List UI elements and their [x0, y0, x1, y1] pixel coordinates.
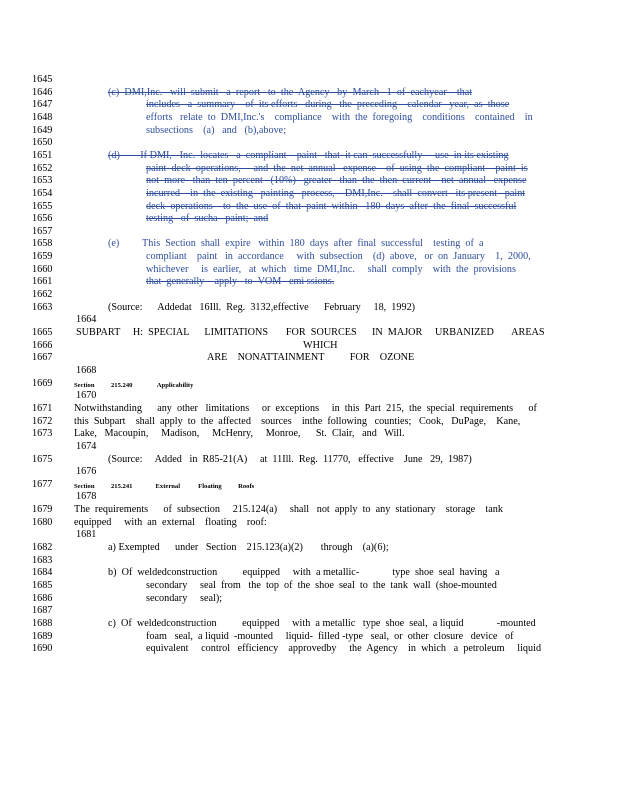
- document-line: [32, 416, 552, 428]
- document-line: [32, 555, 552, 567]
- line-text: (e) This Section shall expire within 180 days after final successful testing of a: [108, 238, 484, 250]
- line-number: 1656: [32, 213, 53, 225]
- document-line: [32, 479, 552, 491]
- line-number: 1662: [32, 289, 53, 301]
- section-heading: Section 215.241 External Floating Roofs: [74, 482, 255, 490]
- document-line: [32, 74, 552, 86]
- line-number: 1645: [32, 74, 53, 85]
- line-number: 1658: [32, 238, 53, 250]
- line-text: ARE NONATTAINMENT FOR OZONE: [207, 352, 415, 364]
- document-line: [32, 226, 552, 238]
- line-number: 1690: [32, 643, 53, 655]
- line-number: 1657: [32, 225, 53, 237]
- document-line: [32, 466, 552, 478]
- document-line: [32, 289, 552, 301]
- line-number: 1673: [32, 428, 53, 440]
- document-line: [32, 454, 552, 466]
- line-text: 1670: [76, 390, 97, 402]
- line-number: 1647: [32, 99, 53, 111]
- document-line: [32, 542, 552, 554]
- line-text: (c) DMI,Inc. will submit a report to the Agency by March 1 of eachyear that: [108, 86, 473, 98]
- line-number: 1667: [32, 352, 53, 364]
- document-line: [32, 631, 552, 643]
- line-text: incurred in the existing painting process, DMI,Inc. shall convert its present paint: [146, 187, 526, 199]
- line-text: compliant paint in accordance with subsection (d) above, or on January 1, 2000,: [146, 251, 531, 263]
- line-text: The requirements of subsection 215.124(a) shall not apply to any stationary storage tank: [74, 504, 503, 516]
- document-line: [32, 112, 552, 124]
- document-line: [32, 378, 552, 390]
- document-line: [32, 605, 552, 617]
- line-number: 1671: [32, 402, 53, 414]
- line-number: 1679: [32, 504, 53, 516]
- line-number: 1660: [32, 263, 53, 275]
- document-line: [32, 175, 552, 187]
- document-line: [32, 403, 552, 415]
- document-line: [32, 314, 552, 326]
- line-text: a) Exempted under Section 215.123(a)(2) through (a)(6);: [108, 542, 389, 554]
- line-number: 1661: [32, 276, 53, 288]
- document-line: [32, 517, 552, 529]
- document-line: [32, 125, 552, 137]
- line-number: 1687: [32, 605, 53, 617]
- document-line: [32, 593, 552, 605]
- line-text: deck operations to the use of that paint within 180 days after the final successful: [146, 200, 517, 212]
- line-number: 1685: [32, 580, 53, 591]
- line-text: 1668: [76, 364, 97, 376]
- line-number: 1689: [32, 630, 53, 642]
- line-number: 1654: [32, 187, 53, 199]
- line-text: whichever is earlier, at which time DMI,Inc. shall comply with the provisions: [146, 263, 516, 275]
- line-number: 1672: [32, 415, 53, 427]
- document-line: [32, 99, 552, 111]
- document-line: [32, 504, 552, 516]
- document-line: [32, 137, 552, 149]
- document-line: [32, 238, 552, 250]
- line-number: 1683: [32, 554, 53, 566]
- line-text: 1678: [76, 491, 97, 503]
- document-line: [32, 365, 552, 377]
- line-text: 1676: [76, 466, 97, 478]
- document-line: [32, 491, 552, 503]
- line-text: foam seal, a liquid -mounted liquid- filled -type seal, or other closure device of: [146, 630, 514, 642]
- document-line: [32, 567, 552, 579]
- line-text: this Subpart shall apply to the affected sources inthe following counties; Cook, DuPage, Kane,: [74, 415, 521, 427]
- document-line: [32, 618, 552, 630]
- line-number: 1655: [32, 200, 53, 212]
- document-line: [32, 264, 552, 276]
- line-number: 1675: [32, 453, 53, 465]
- line-number: 1651: [32, 149, 53, 161]
- document-line: [32, 428, 552, 440]
- line-text: 1674: [76, 440, 97, 452]
- line-text: secondary seal from the top of the shoe seal to the tank wall (shoe-mounted: [146, 580, 497, 591]
- line-text: testing of sucha paint; and: [146, 213, 269, 225]
- document-line: [32, 201, 552, 213]
- document-line: [32, 441, 552, 453]
- document-line: [32, 352, 552, 364]
- line-number: 1659: [32, 251, 53, 263]
- document-line: [32, 340, 552, 352]
- line-number: 1677: [32, 478, 53, 490]
- document-line: [32, 302, 552, 314]
- line-number: 1686: [32, 592, 53, 604]
- line-number: 1648: [32, 111, 53, 123]
- line-number: 1680: [32, 516, 53, 528]
- document-line: [32, 150, 552, 162]
- line-number: 1684: [32, 567, 53, 579]
- document-line: [32, 643, 552, 655]
- line-number: 1688: [32, 617, 53, 629]
- line-text: (d) If DMI, Inc. locates a compliant paint that it can successfully use in its existing: [108, 149, 509, 161]
- line-number: 1663: [32, 301, 53, 313]
- document-line: [32, 276, 552, 288]
- line-number: 1669: [32, 377, 53, 389]
- line-number: 1665: [32, 327, 53, 338]
- document-line: [32, 529, 552, 541]
- document-line: [32, 390, 552, 402]
- line-number: 1650: [32, 137, 53, 149]
- line-text: secondary seal);: [146, 592, 223, 604]
- line-text: equivalent control efficiency approvedby the Agency in which a petroleum liquid: [146, 643, 542, 655]
- line-text: 1681: [76, 529, 97, 541]
- document-line: [32, 87, 552, 99]
- line-number: 1666: [32, 339, 53, 351]
- line-text: b) Of weldedconstruction equipped with a metallic- type shoe seal having a: [108, 567, 500, 579]
- line-text: SUBPART H: SPECIAL LIMITATIONS FOR SOURCES IN MAJOR URBANIZED AREAS: [76, 327, 545, 338]
- line-text: c) Of weldedconstruction equipped with a metallic type shoe seal, a liquid -mounted: [108, 617, 536, 629]
- line-number: 1682: [32, 542, 53, 554]
- line-text: 1664: [76, 314, 97, 326]
- line-text: WHICH: [303, 339, 338, 351]
- document-line: [32, 327, 552, 339]
- document-line: [32, 251, 552, 263]
- line-text: not more than ten percent (10%) greater than the then current net annual expense: [146, 175, 527, 187]
- line-text: (Source: Addedat 16Ill. Reg. 3132,effective February 18, 1992): [108, 301, 416, 313]
- line-text: efforts relate to DMI,Inc.'s compliance with the foregoing conditions contained in: [146, 111, 533, 123]
- document-line: [32, 580, 552, 592]
- line-number: 1653: [32, 175, 53, 187]
- line-text: includes a summary of its efforts during the preceding calendar year, as those: [146, 99, 510, 111]
- line-number: 1652: [32, 162, 53, 174]
- line-text: paint deck operations, and the net annual expense of using the compliant paint is: [146, 162, 528, 174]
- section-heading: Section 215.240 Applicability: [74, 381, 194, 389]
- line-number: 1649: [32, 124, 53, 136]
- document-line: [32, 188, 552, 200]
- line-text: equipped with an external floating roof:: [74, 516, 267, 528]
- line-text: subsections (a) and (b),above;: [146, 124, 287, 136]
- line-number: 1646: [32, 86, 53, 98]
- line-text: Notwithstanding any other limitations or exceptions in this Part 215, the special requirements of: [74, 402, 537, 414]
- line-text: (Source: Added in R85-21(A) at 11Ill. Reg. 11770, effective June 29, 1987): [108, 453, 472, 465]
- document-line: [32, 163, 552, 175]
- line-text: that generally apply to VOM emi ssions.: [146, 276, 335, 288]
- line-text: Lake, Macoupin, Madison, McHenry, Monroe, St. Clair, and Will.: [74, 428, 405, 440]
- document-line: [32, 213, 552, 225]
